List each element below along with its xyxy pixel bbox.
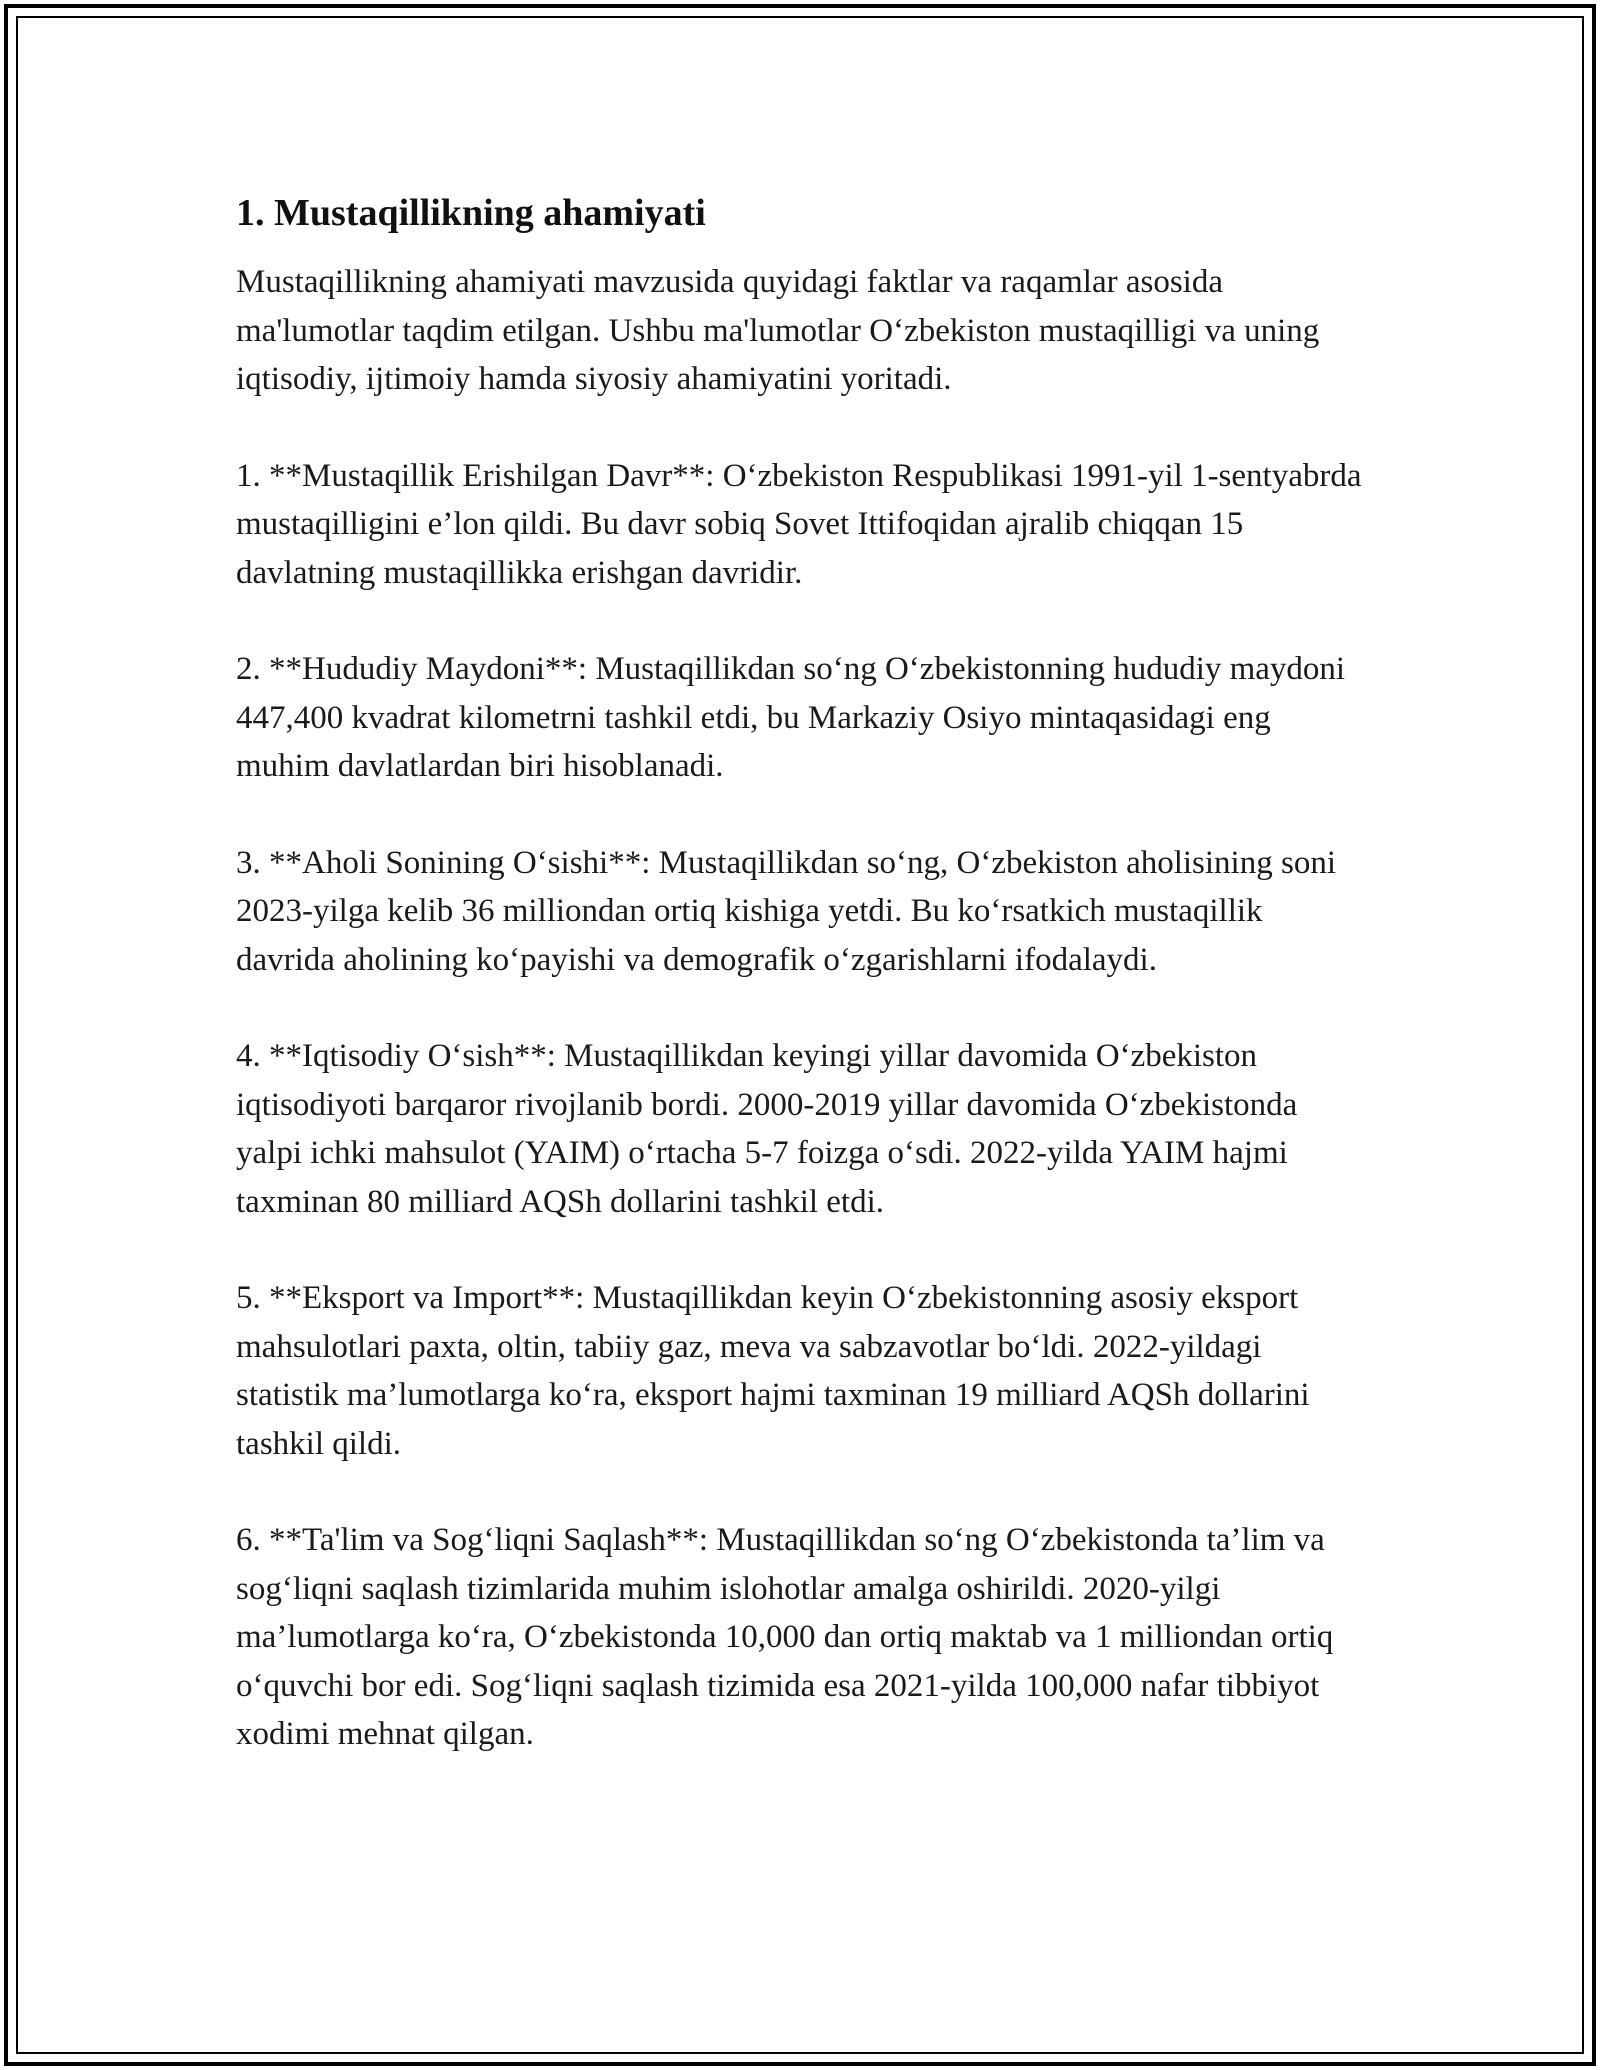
item-paragraph-population: 3. **Aholi Sonining O‘sishi**: Mustaqillikdan so‘ng, O‘zbekiston aholisining soni 2023-yilga kelib 36 milliondan ortiq kishiga yetdi. Bu ko‘rsatkich mustaqillik davrida aholining ko‘payishi va demografik o‘zgarishlarni ifodalaydi. [236,844,1336,978]
item-paragraph-territory: 2. **Hududiy Maydoni**: Mustaqillikdan so‘ng O‘zbekistonning hududiy maydoni 447,400 kvadrat kilometrni tashkil etdi, bu Markaziy Osiyo mintaqasidagi eng muhim davlatlardan biri hisoblanadi. [236,651,1346,784]
item-paragraph-education-health: 6. **Ta'lim va Sog‘liqni Saqlash**: Mustaqillikdan so‘ng O‘zbekistonda ta’lim va sog‘liqni saqlash tizimlarida muhim islohotlar amalga oshirildi. 2020-yilgi ma’lumotlarga ko‘ra, O‘zbekistonda 10,000 dan ortiq maktab va 1 milliondan ortiq o‘quvchi bor edi. Sog‘liqni saqlash tizimida esa 2021-yilda 100,000 nafar tibbiyot xodimi mehnat qilgan. [236,1522,1334,1752]
item-paragraph-economic-growth: 4. **Iqtisodiy O‘sish**: Mustaqillikdan keyingi yillar davomida O‘zbekiston iqtisodiyoti barqaror rivojlanib bordi. 2000-2019 yillar davomida O‘zbekistonda yalpi ichki mahsulot (YAIM) o‘rtacha 5-7 foizga o‘sdi. 2022-yilda YAIM hajmi taxminan 80 milliard AQSh dollarini tashkil etdi. [236,1038,1298,1220]
item-paragraph-independence-period: 1. **Mustaqillik Erishilgan Davr**: O‘zbekiston Respublikasi 1991-yil 1-sentyabrda mustaqilligini e’lon qildi. Bu davr sobiq Sovet Ittifoqidan ajralib chiqqan 15 davlatning mustaqillikka erishgan davridir. [236,457,1362,591]
item-paragraph-export-import: 5. **Eksport va Import**: Mustaqillikdan keyin O‘zbekistonning asosiy eksport mahsulotlari paxta, oltin, tabiiy gaz, meva va sabzavotlar bo‘ldi. 2022-yildagi statistik ma’lumotlarga ko‘ra, eksport hajmi taxminan 19 milliard AQSh dollarini tashkil qildi. [236,1280,1310,1462]
section-title: 1. Mustaqillikning ahamiyati [236,192,706,234]
document-body [236,186,1366,1807]
intro-paragraph: Mustaqillikning ahamiyati mavzusida quyidagi faktlar va raqamlar asosida ma'lumotlar taqdim etilgan. Ushbu ma'lumotlar O‘zbekiston mustaqilligi va uning iqtisodiy, ijtimoiy hamda siyosiy ahamiyatini yoritadi. [236,264,1320,397]
